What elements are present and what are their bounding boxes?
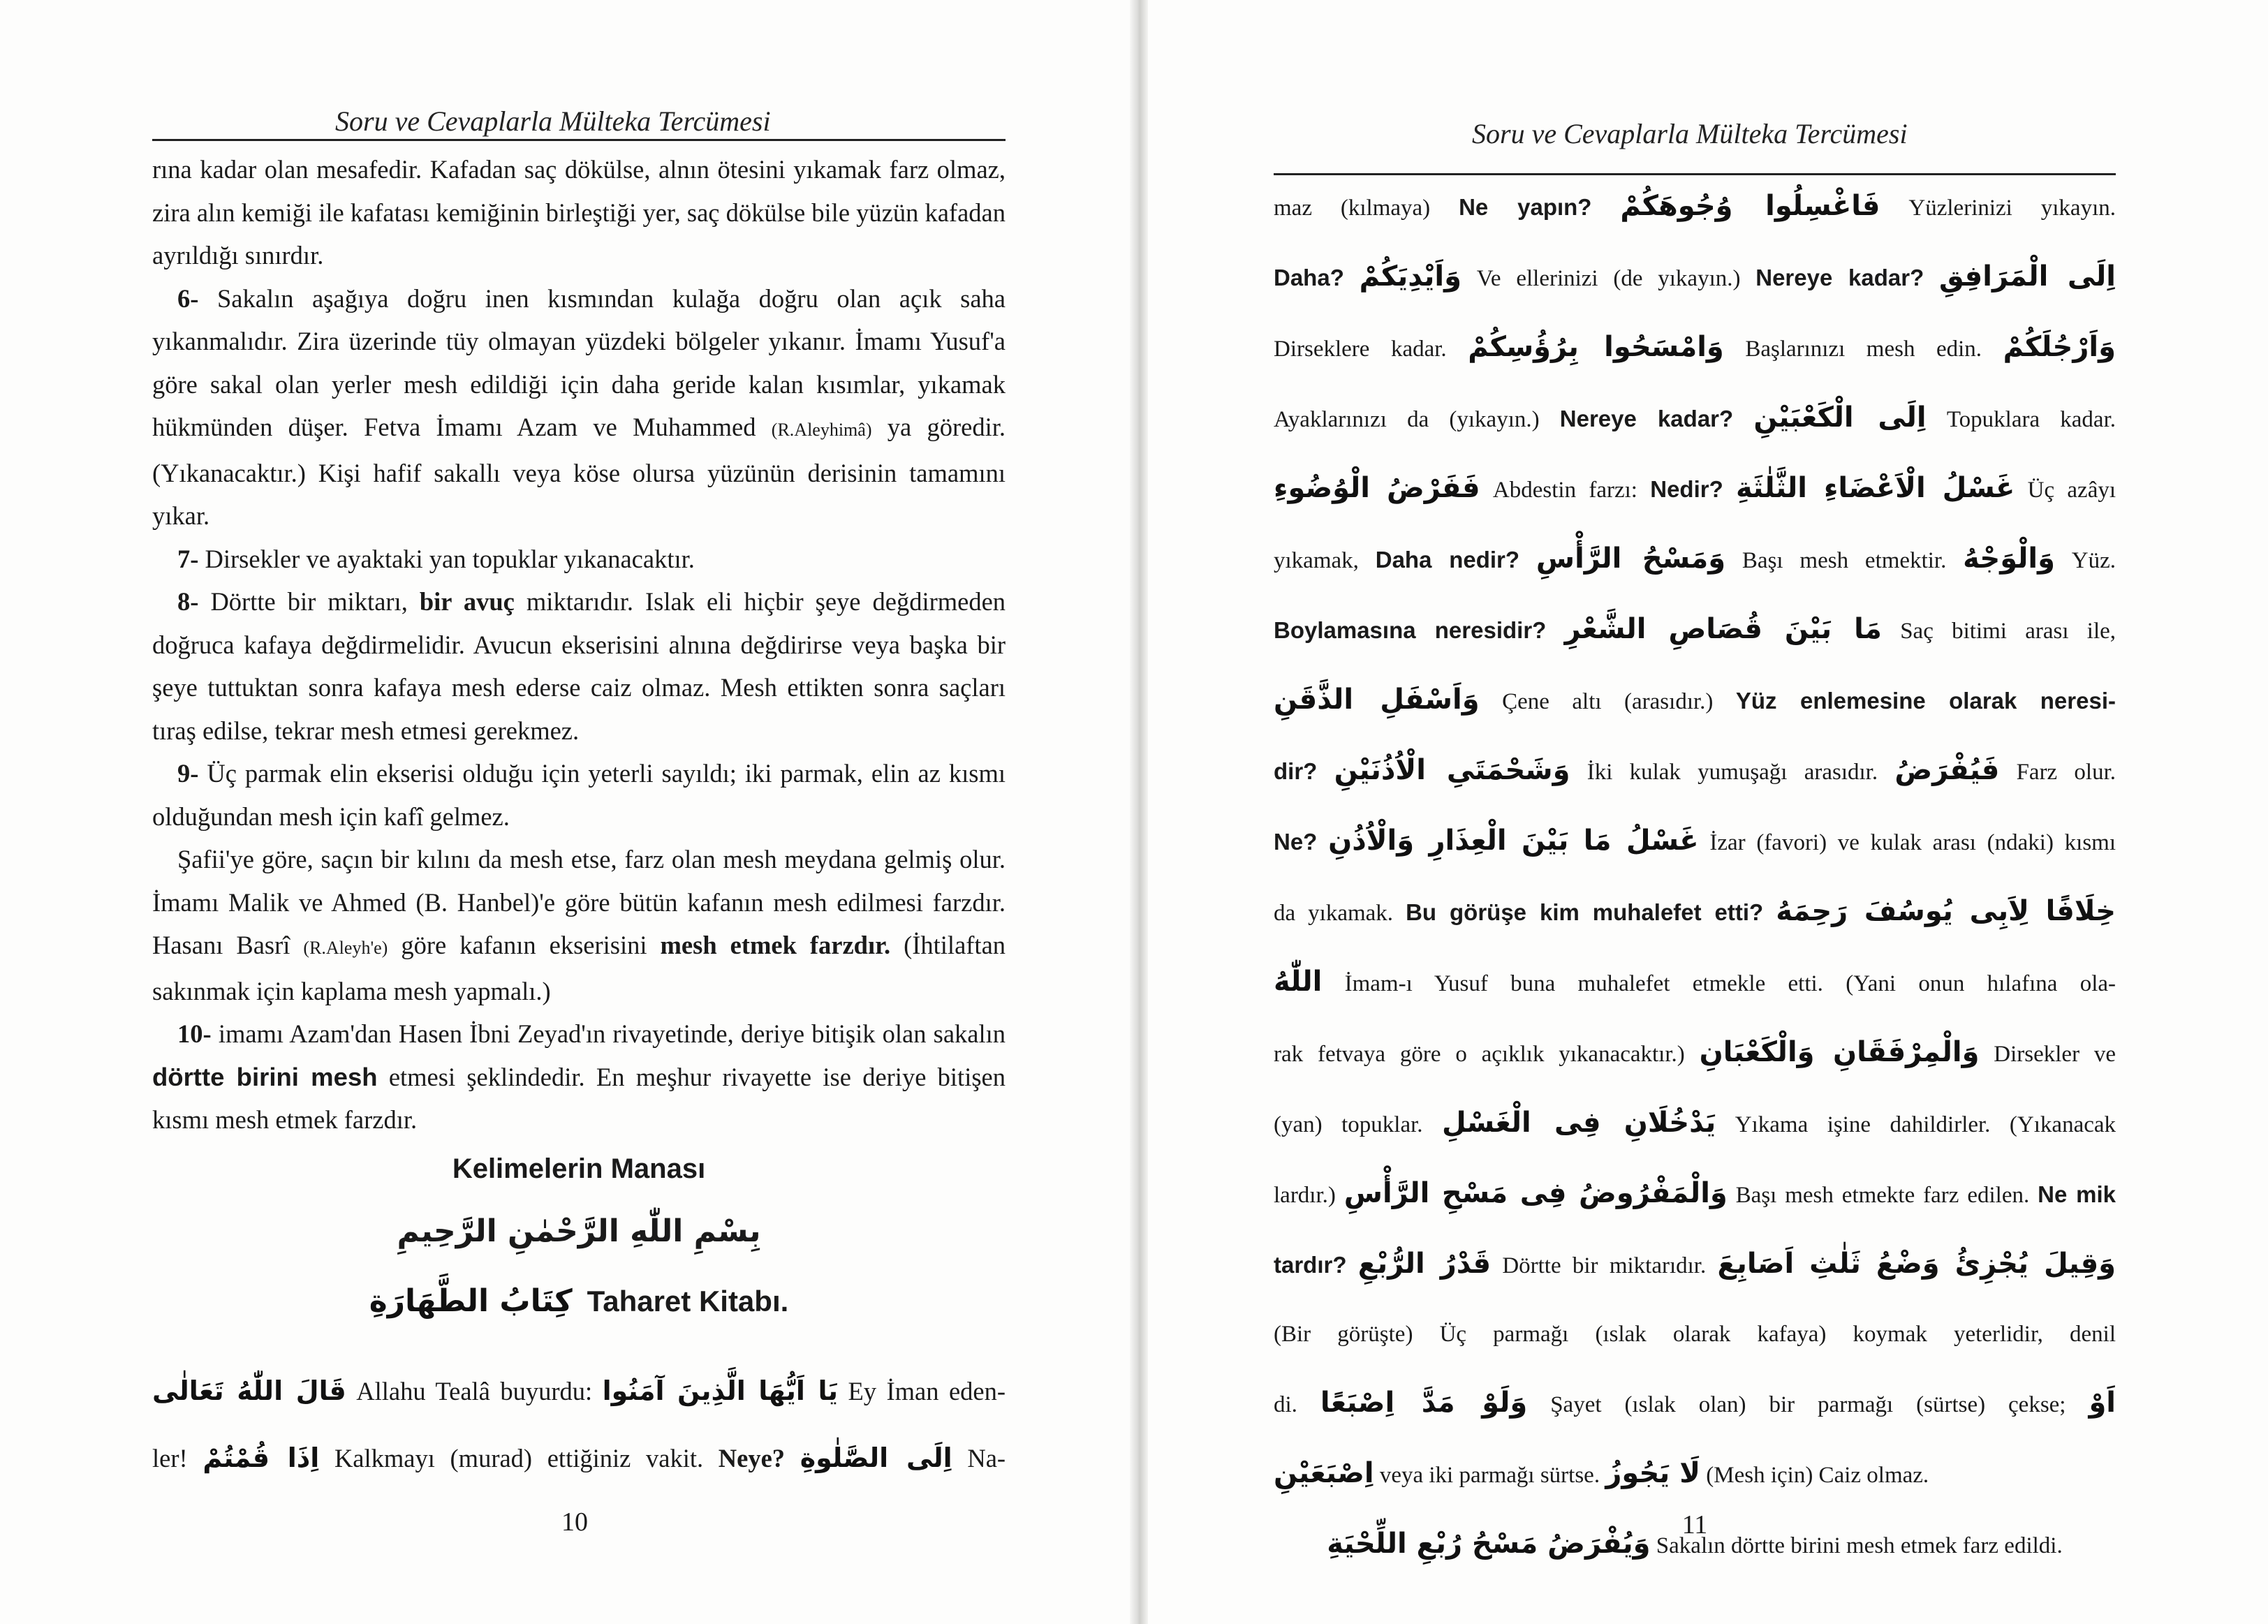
honorific-note: (R.Aleyhimâ) xyxy=(771,420,872,440)
bold-phrase: dörtte birini mesh xyxy=(152,1062,378,1091)
running-header-left: Soru ve Cevaplarla Mülteka Tercümesi xyxy=(335,105,771,137)
question-word: Yüz enlemesine olarak neresi- xyxy=(1735,688,2116,714)
item-number: 9- xyxy=(177,759,199,788)
section-heading: Kelimelerin Manası xyxy=(452,1153,706,1184)
question-word: Daha? xyxy=(1274,265,1344,290)
paragraph-text: Dörtte bir miktarı, xyxy=(210,587,408,616)
translation-text: Na- xyxy=(967,1444,1006,1472)
left-page xyxy=(0,0,1131,1624)
translation-text: İzar (favori) ve kulak arası (ndaki) kısmı xyxy=(1709,830,2116,855)
paragraph-text: göre kafanın ekserisini xyxy=(401,931,647,959)
translation-text: Üç azâyı xyxy=(2027,478,2116,503)
arabic-phrase: مَا بَيْنَ قُصَاصِ الشَّعْرِ xyxy=(1564,613,1882,645)
bold-phrase: bir avuç xyxy=(419,587,515,616)
arabic-phrase: اِذَا قُمْتُمْ xyxy=(202,1442,320,1473)
paragraph-text: miktarıdır. Islak eli hiçbir şeye değdirmeden doğruca kafaya değdirmelidir. Avucun ekserisini alnına değdirirse veya başka bir şeye tuttuktan sonra kafaya mesh ederse caiz olmaz. Mesh ettikten sonra saçları tıraş edilse, tekrar mesh etmesi gerekmez. xyxy=(152,587,1006,745)
right-body-text xyxy=(1274,172,2116,1580)
arabic-phrase: وَالْمَفْرُوضُ فِى مَسْحِ الرَّأْسِ xyxy=(1343,1177,1728,1209)
paragraph-continuation: rına kadar olan mesafedir. Kafadan saç dökülse, alnın ötesini yıkamak farz olmaz, zira alın kemiği ile kafatası kemiğinin birleştiği yer, saç dökülse bile yüzün kafadan ayrıldığı sınırdır. xyxy=(152,155,1006,270)
translation-text: Çene altı (arasıdır.) xyxy=(1502,689,1714,714)
paragraph-text: Sakalın aşağıya doğru inen kısmından kulağa doğru olan açık saha yıkanmalıdır. Zira üzerinde tüy olmayan yüzdeki bölgeler yıkanır. İmamı Yusuf'a göre sakal olan yerler mesh edildiği için daha geride kalan kısımlar, yıkamak hükmünden düşer. Fetva İmamı Azam ve Muhammed xyxy=(152,283,1006,441)
paragraph-text: Üç parmak elin ekserisi olduğu için yeterli sayıldı; iki parmak, elin az kısmı olduğundan mesh için kafî gelmez. xyxy=(152,759,1006,831)
gloss-line xyxy=(1274,806,2116,877)
paragraph-9 xyxy=(152,752,1006,838)
gloss-line xyxy=(1274,1018,2116,1088)
gloss-line xyxy=(1274,595,2116,665)
translation-text: Yüzlerinizi yıkayın. xyxy=(1908,195,2116,221)
page-number-left: 10 xyxy=(561,1507,588,1537)
arabic-phrase: فَاغْسِلُوا وُجُوهَكُمْ xyxy=(1620,190,1880,222)
translation-text: Dirseklere kadar. xyxy=(1274,337,1447,362)
arabic-phrase: اِلَى الْكَعْبَيْنِ xyxy=(1753,401,1927,434)
gloss-line xyxy=(1274,454,2116,524)
arabic-phrase: قَدْرُ الرُّبْعِ xyxy=(1357,1248,1492,1280)
translation-text: Başlarınızı mesh edin. xyxy=(1745,337,1982,362)
gloss-line xyxy=(1274,242,2116,313)
translation-text: ler! xyxy=(152,1444,188,1472)
question-word: Nedir? xyxy=(1650,476,1723,502)
arabic-phrase: وَالْمِرْفَقَانِ وَالْكَعْبَانِ xyxy=(1699,1036,1980,1068)
arabic-phrase: غَسْلُ الْاَعْضَاءِ الثَّلٰثَةِ xyxy=(1736,472,2015,504)
book-title-latin: Taharet Kitabı. xyxy=(587,1285,789,1317)
paragraph-text: imamı Azam'dan Hasen İbni Zeyad'ın rivayetinde, deriye bitişik olan sakalın xyxy=(218,1019,1006,1048)
arabic-phrase: فَفَرْضُ الْوُضُوءِ xyxy=(1274,472,1480,504)
translation-text: di. xyxy=(1274,1392,1297,1417)
translation-text: İki kulak yumuşağı arasıdır. xyxy=(1586,760,1878,785)
question-word: Neye? xyxy=(718,1444,786,1472)
translation-text: Şayet (ıslak olan) bir parmağı (sürtse) çekse; xyxy=(1550,1392,2066,1417)
arabic-phrase: يَا اَيُّهَا الَّذِينَ آمَنُوا xyxy=(602,1375,839,1406)
question-word: Bu görüşe kim muhalefet etti? xyxy=(1406,899,1764,925)
translation-text: Allahu Tealâ buyurdu: xyxy=(356,1377,593,1405)
paragraph-text: Dirsekler ve ayaktaki yan topuklar yıkanacaktır. xyxy=(205,544,695,573)
translation-text: veya iki parmağı sürtse. xyxy=(1379,1463,1600,1488)
gloss-line xyxy=(1274,665,2116,736)
item-number: 8- xyxy=(177,587,199,616)
translation-text: Ayaklarınızı da (yıkayın.) xyxy=(1274,407,1540,432)
translation-text: Ve ellerinizi (de yıkayın.) xyxy=(1476,266,1741,291)
arabic-phrase: وَاَرْجُلَكُمْ xyxy=(2003,331,2116,363)
paragraph-6 xyxy=(152,277,1006,538)
question-word: Nereye kadar? xyxy=(1559,406,1734,431)
arabic-phrase: يَدْخُلَانِ فِى الْغَسْلِ xyxy=(1442,1107,1716,1139)
paragraph-text: ya göredir. (Yıkanacaktır.) Kişi hafif sakallı veya köse olursa yüzünün derisinin tamamını yıkar. xyxy=(152,413,1006,530)
translation-text: (yan) topuklar. xyxy=(1274,1112,1423,1137)
arabic-phrase: اللّٰهُ xyxy=(1274,966,1323,998)
arabic-phrase: اِلَى الْمَرَافِقِ xyxy=(1939,260,2116,293)
translation-text: lardır.) xyxy=(1274,1183,1336,1208)
question-word: dir? xyxy=(1274,758,1318,784)
translation-text: Başı mesh etmektir. xyxy=(1742,548,1947,573)
translation-text: Abdestin farzı: xyxy=(1492,478,1637,503)
translation-text: Yıkama işine dahildirler. (Yıkanacak xyxy=(1735,1112,2116,1137)
arabic-phrase: وَالْوَجْهُ xyxy=(1963,542,2055,575)
arabic-phrase: لَا يَجُوزُ xyxy=(1605,1457,1701,1489)
translation-text: (Mesh için) Caiz olmaz. xyxy=(1706,1463,1929,1488)
gloss-line xyxy=(1274,172,2116,242)
arabic-phrase: غَسْلُ مَا بَيْنَ الْعِذَارِ وَالْاُذُنِ xyxy=(1328,825,1699,857)
gloss-line xyxy=(1274,313,2116,383)
translation-text: Saç bitimi arası ile, xyxy=(1900,619,2116,644)
translation-text: Yüz. xyxy=(2071,548,2116,573)
gloss-line xyxy=(1274,524,2116,595)
arabic-phrase: وَامْسَحُوا بِرُؤُسِكُمْ xyxy=(1468,331,1724,363)
question-word: Boylamasına neresidir? xyxy=(1274,617,1547,643)
verse-line-1 xyxy=(152,1356,1006,1426)
translation-text: maz (kılmaya) xyxy=(1274,195,1431,221)
translation-text: Ey İman eden- xyxy=(848,1377,1006,1405)
verse-line-2 xyxy=(152,1423,1006,1493)
paragraph-7 xyxy=(152,538,1006,581)
arabic-phrase: فَيُفْرَضُ xyxy=(1894,754,2000,786)
arabic-phrase: اِلَى الصَّلٰوةِ xyxy=(800,1442,952,1473)
gloss-line xyxy=(1274,736,2116,806)
translation-text: Farz olur. xyxy=(2016,760,2116,785)
bold-phrase: mesh etmek farzdır. xyxy=(660,931,891,959)
translation-text: (Bir görüşte) Üç parmağı (ıslak olarak kafaya) koymak yeterlidir, denil xyxy=(1274,1322,2116,1347)
paragraph-text: Şafii'ye göre, saçın bir kılını da mesh etse, farz olan mesh meydana gelmiş olur. İmamı Malik ve Ahmed (B. Hanbel)'e göre bütün kafanın mesh edilmesi farzdır. Hasanı Basrî xyxy=(152,845,1006,959)
translation-text: Kalkmayı (murad) ettiğiniz vakit. xyxy=(334,1444,704,1472)
arabic-phrase: اَوْ xyxy=(2089,1387,2116,1419)
gloss-line xyxy=(1274,1230,2116,1300)
translation-text: Topuklara kadar. xyxy=(1946,407,2116,432)
gloss-line xyxy=(1274,383,2116,454)
question-word: Ne? xyxy=(1274,829,1318,855)
right-page xyxy=(1145,0,2268,1624)
question-word: Daha nedir? xyxy=(1375,547,1520,573)
question-word: Ne mik xyxy=(2038,1181,2116,1207)
translation-text: İmam-ı Yusuf buna muhalefet etmekle etti. (Yani onun hılafına ola- xyxy=(1344,971,2116,996)
question-word: Ne yapın? xyxy=(1459,194,1592,220)
item-number: 10- xyxy=(177,1019,212,1048)
item-number: 7- xyxy=(177,544,199,573)
running-header-right: Soru ve Cevaplarla Mülteka Tercümesi xyxy=(1472,118,1908,149)
arabic-phrase: وَقِيلَ يُجْزِئُ وَضْعُ ثَلٰثِ اَصَابِعَ xyxy=(1717,1248,2116,1280)
arabic-phrase: وَمَسْحُ الرَّأْسِ xyxy=(1536,542,1726,575)
page-number-right: 11 xyxy=(1681,1510,1708,1540)
gloss-line xyxy=(1274,1159,2116,1230)
question-word: Nereye kadar? xyxy=(1755,265,1924,290)
book-title-arabic: كِتَابُ الطَّهَارَةِ xyxy=(369,1283,573,1319)
question-word: tardır? xyxy=(1274,1252,1347,1278)
arabic-phrase: وَلَوْ مَدَّ اِصْبَعًا xyxy=(1320,1387,1528,1419)
translation-text: rak fetvaya göre o açıklık yıkanacaktır.) xyxy=(1274,1042,1685,1067)
item-number: 6- xyxy=(177,283,199,313)
basmala: بِسْمِ اللّٰهِ الرَّحْمٰنِ الرَّحِيمِ xyxy=(397,1213,761,1249)
gloss-line xyxy=(1274,877,2116,947)
arabic-phrase: وَيُفْرَضُ مَسْحُ رُبْعِ اللِّحْيَةِ xyxy=(1327,1528,1651,1560)
paragraph-8 xyxy=(152,580,1006,752)
arabic-phrase: وَاَيْدِيَكُمْ xyxy=(1359,260,1461,293)
gloss-line xyxy=(1274,1439,2116,1509)
header-rule-left xyxy=(152,139,1006,141)
translation-text: Sakalın dörtte birini mesh etmek farz edildi. xyxy=(1656,1533,2063,1558)
translation-text: Başı mesh etmekte farz edilen. xyxy=(1735,1183,2030,1208)
arabic-phrase: خِلَافًا لِاَبِى يُوسُفَ رَحِمَهُ xyxy=(1776,895,2116,927)
paragraph-text: etmesi şeklindedir. En meşhur rivayette ise deriye bitişen kısmı mesh etmek farzdır. xyxy=(152,1062,1006,1134)
paragraph-10 xyxy=(152,1012,1006,1142)
arabic-phrase: وَشَحْمَتَىِ الْاُذُنَيْنِ xyxy=(1334,754,1570,786)
arabic-phrase: اِصْبَعَيْنِ xyxy=(1274,1457,1374,1489)
paragraph-text: (İhtilaftan sakınmak için kaplama mesh yapmalı.) xyxy=(152,931,1006,1005)
translation-text: da yıkamak. xyxy=(1274,901,1394,926)
translation-text: yıkamak, xyxy=(1274,548,1359,573)
translation-text: Dörtte bir miktarıdır. xyxy=(1502,1253,1707,1278)
honorific-note: (R.Aleyh'e) xyxy=(303,938,388,958)
gloss-line xyxy=(1274,1300,2116,1368)
translation-text: Dirsekler ve xyxy=(1994,1042,2116,1067)
gloss-line xyxy=(1274,1088,2116,1159)
left-body-text xyxy=(152,148,1006,1142)
gloss-line xyxy=(1274,1368,2116,1439)
arabic-phrase: وَاَسْفَلِ الذَّقَنِ xyxy=(1274,684,1480,716)
arabic-phrase: قَالَ اللّٰهُ تَعَالٰى xyxy=(152,1375,346,1406)
paragraph-9-continued xyxy=(152,838,1006,1012)
gloss-line xyxy=(1274,947,2116,1018)
book-title-line xyxy=(152,1283,1006,1319)
